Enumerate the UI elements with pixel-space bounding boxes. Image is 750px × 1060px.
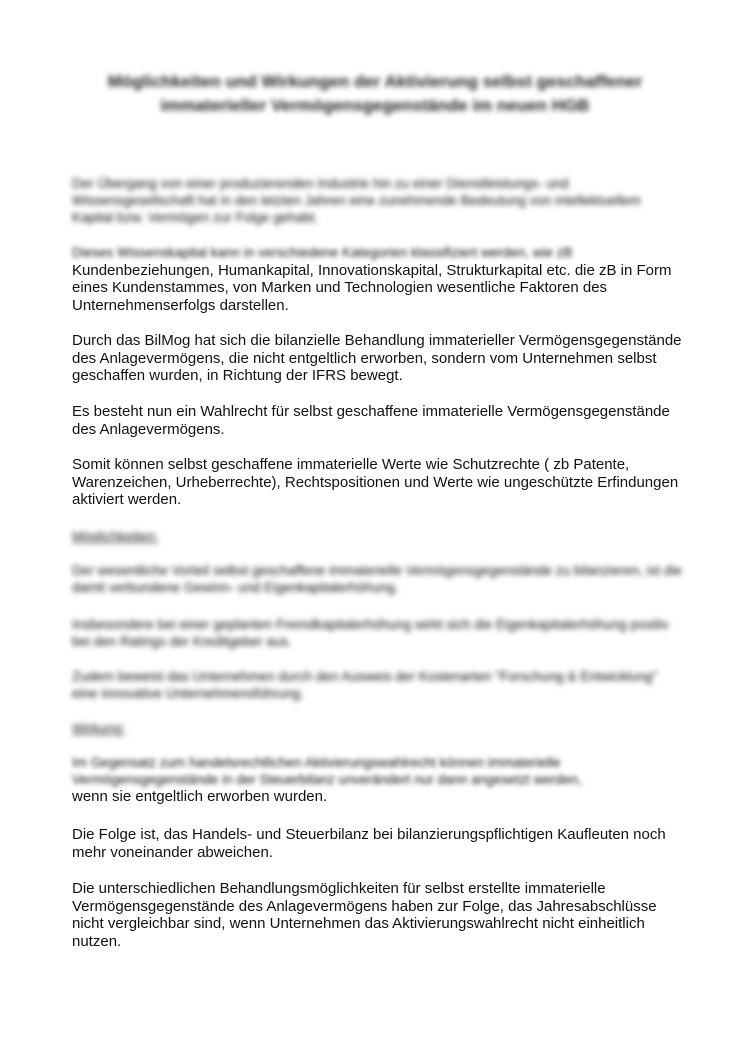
paragraph-behandlung: Die unterschiedlichen Behandlungsmöglichkeiten für selbst erstellte immaterielle Vermögensgegenstände des Anlagevermögens haben zur Folge, das Jahresabschlüsse nicht vergleichbar sind, wenn Unternehmen das Aktivierungswahlrecht nicht einheitlich nutzen. (72, 880, 657, 950)
paragraph-innovativ: Zudem beweist das Unternehmen durch den Ausweis der Kostenarten "Forschung & Entwicklung" eine innovative Unternehmensführung. (72, 669, 658, 701)
paragraph-gegensatz-blurred: Im Gegensatz zum handelsrechtlichen Aktivierungswahlrecht können immaterielle Vermögensgegenstände in der Steuerbilanz unverändert nur dann angesetzt werden, (72, 755, 582, 787)
paragraph-vorteil: Der wesentliche Vorteil selbst geschaffene immaterielle Vermögensgegenstände zu bilanzieren, ist die damit verbundene Gewinn- und Eigenkapitalerhöhung. (72, 563, 682, 595)
paragraph-wahlrecht: Es besteht nun ein Wahlrecht für selbst geschaffene immaterielle Vermögensgegenstände des Anlagevermögens. (72, 403, 670, 438)
paragraph-schutzrechte: Somit können selbst geschaffene immaterielle Werte wie Schutzrechte ( zb Patente, Warenzeichen, Urheberrechte), Rechtspositionen und Werte wie ungeschützte Erfindungen aktiviert werden. (72, 456, 679, 508)
paragraph-intro: Der Übergang von einer produzierenden Industrie hin zu einer Dienstleistungs- und Wissensgesellschaft hat in den letzten Jahren eine zunehmende Bedeutung von intellektuellem Kapital bzw. Vermögen zur Folge gehabt. (72, 176, 641, 225)
paragraph-fremdkapital: Insbesondere bei einer geplanten Fremdkapitalerhöhung wirkt sich die Eigenkapitalerhöhung positiv bei den Ratings der Kreditgeber aus. (72, 617, 669, 649)
paragraph-knowledge-capital-first-line: Dieses Wissenskapital kann in verschiedene Kategorien klassifiziert werden, wie zB (72, 245, 573, 260)
paragraph-gegensatz-visible: wenn sie entgeltlich erworben wurden. (72, 788, 328, 805)
paragraph-bilmog: Durch das BilMog hat sich die bilanzielle Behandlung immaterieller Vermögensgegenstände des Anlagevermögens, die nicht entgeltlich erworben, sondern vom Unternehmen selbst geschaffen wurden, in Richtung der IFRS bewegt. (72, 332, 682, 384)
paragraph-folge: Die Folge ist, das Handels- und Steuerbilanz bei bilanzierungspflichtigen Kaufleuten noch mehr voneinander abweichen. (72, 826, 666, 861)
heading-moeglichkeiten: Möglichkeiten: (72, 529, 159, 544)
paragraph-knowledge-capital-rest: Kundenbeziehungen, Humankapital, Innovationskapital, Strukturkapital etc. die zB in Form eines Kundenstammes, von Marken und Technologien wesentliche Faktoren des Unternehmenserfolgs darstellen. (72, 261, 672, 314)
paragraph-knowledge-capital (72, 244, 682, 314)
paragraph-gegensatz (72, 754, 682, 806)
heading-wirkung: Wirkung: (72, 721, 126, 736)
document-title: Möglichkeiten und Wirkungen der Aktivierung selbst geschaffener immaterieller Vermögensgegenstände im neuen HGB (107, 72, 643, 115)
